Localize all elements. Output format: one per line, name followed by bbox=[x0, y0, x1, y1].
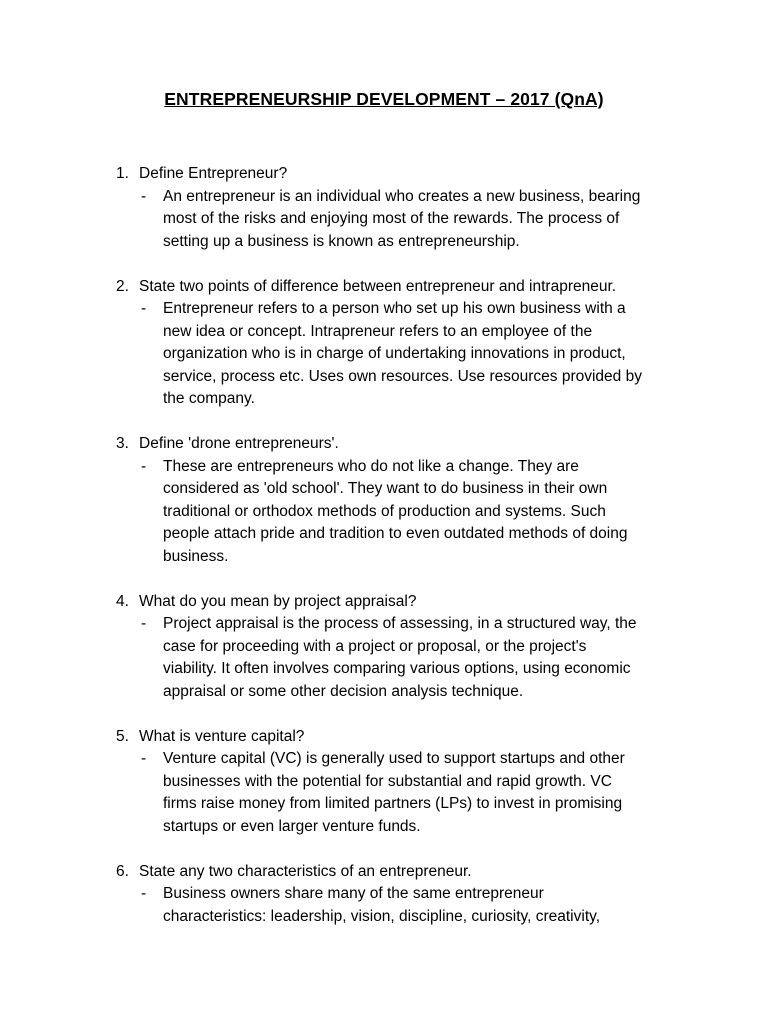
answer-line: setting up a business is known as entrepreneurship. bbox=[163, 232, 520, 250]
answer-bullet: - bbox=[141, 885, 147, 902]
question-text: Define 'drone entrepreneurs'. bbox=[139, 435, 339, 452]
answer-line: service, process etc. Uses own resources. Use resources provided by bbox=[163, 367, 642, 385]
answer-line: characteristics: leadership, vision, discipline, curiosity, creativity, bbox=[163, 907, 601, 925]
question-number: 4. bbox=[116, 592, 129, 610]
answer-text bbox=[163, 883, 683, 928]
question-number: 1. bbox=[116, 165, 129, 182]
question-text: State any two characteristics of an entrepreneur. bbox=[139, 862, 472, 880]
answer-line: new idea or concept. Intrapreneur refers to an employee of the bbox=[163, 322, 593, 340]
answer-block bbox=[0, 613, 768, 703]
answer-line: businesses with the potential for substantial and rapid growth. VC bbox=[163, 772, 612, 790]
answer-line: viability. It often involves comparing various options, using economic bbox=[163, 660, 631, 677]
question-line bbox=[0, 726, 768, 749]
qa-item bbox=[0, 591, 768, 704]
answer-block bbox=[0, 298, 768, 411]
answer-line: Business owners share many of the same entrepreneur bbox=[163, 885, 544, 902]
answer-bullet: - bbox=[141, 615, 147, 632]
answer-line: people attach pride and tradition to even outdated methods of doing bbox=[163, 525, 628, 542]
answer-line: firms raise money from limited partners (LPs) to invest in promising bbox=[163, 795, 623, 812]
answer-text bbox=[163, 456, 683, 569]
document-title: ENTREPRENEURSHIP DEVELOPMENT – 2017 (QnA) bbox=[164, 89, 604, 109]
answer-line: appraisal or some other decision analysis technique. bbox=[163, 682, 524, 700]
qa-item bbox=[0, 276, 768, 411]
answer-text bbox=[163, 748, 683, 838]
answer-bullet: - bbox=[141, 457, 147, 475]
question-line bbox=[0, 591, 768, 614]
answer-line: Project appraisal is the process of assessing, in a structured way, the bbox=[163, 615, 637, 632]
qa-item bbox=[0, 433, 768, 568]
answer-block bbox=[0, 456, 768, 569]
question-line bbox=[0, 276, 768, 299]
answer-block bbox=[0, 748, 768, 838]
question-number: 2. bbox=[116, 277, 129, 295]
answer-text bbox=[163, 613, 683, 703]
question-text: What do you mean by project appraisal? bbox=[139, 592, 417, 610]
answer-text bbox=[163, 298, 683, 411]
answer-line: These are entrepreneurs who do not like a change. They are bbox=[163, 457, 579, 475]
answer-line: Venture capital (VC) is generally used to support startups and other bbox=[163, 750, 625, 767]
answer-bullet: - bbox=[141, 300, 147, 317]
answer-line: organization who is in charge of undertaking innovations in product, bbox=[163, 345, 626, 362]
question-number: 3. bbox=[116, 435, 129, 452]
answer-bullet: - bbox=[141, 750, 147, 767]
question-text: Define Entrepreneur? bbox=[139, 165, 288, 182]
qa-item bbox=[0, 861, 768, 929]
answer-line: most of the risks and enjoying most of the rewards. The process of bbox=[163, 210, 620, 227]
answer-text bbox=[163, 186, 683, 254]
answer-line: case for proceeding with a project or proposal, or the project's bbox=[163, 637, 587, 655]
qa-list bbox=[0, 163, 768, 951]
question-line bbox=[0, 433, 768, 456]
answer-line: Entrepreneur refers to a person who set up his own business with a bbox=[163, 300, 626, 317]
answer-line: An entrepreneur is an individual who creates a new business, bearing bbox=[163, 187, 641, 205]
question-text: State two points of difference between entrepreneur and intrapreneur. bbox=[139, 277, 617, 295]
qa-item bbox=[0, 163, 768, 253]
question-line bbox=[0, 861, 768, 884]
question-line bbox=[0, 163, 768, 186]
answer-line: business. bbox=[163, 547, 229, 565]
answer-line: startups or even larger venture funds. bbox=[163, 817, 421, 835]
question-number: 6. bbox=[116, 862, 129, 880]
answer-line: traditional or orthodox methods of production and systems. Such bbox=[163, 502, 606, 520]
answer-line: considered as 'old school'. They want to do business in their own bbox=[163, 480, 608, 497]
question-text: What is venture capital? bbox=[139, 727, 305, 745]
answer-block bbox=[0, 186, 768, 254]
answer-block bbox=[0, 883, 768, 928]
qa-item bbox=[0, 726, 768, 839]
answer-line: the company. bbox=[163, 390, 255, 407]
question-number: 5. bbox=[116, 727, 129, 745]
answer-bullet: - bbox=[141, 187, 147, 205]
